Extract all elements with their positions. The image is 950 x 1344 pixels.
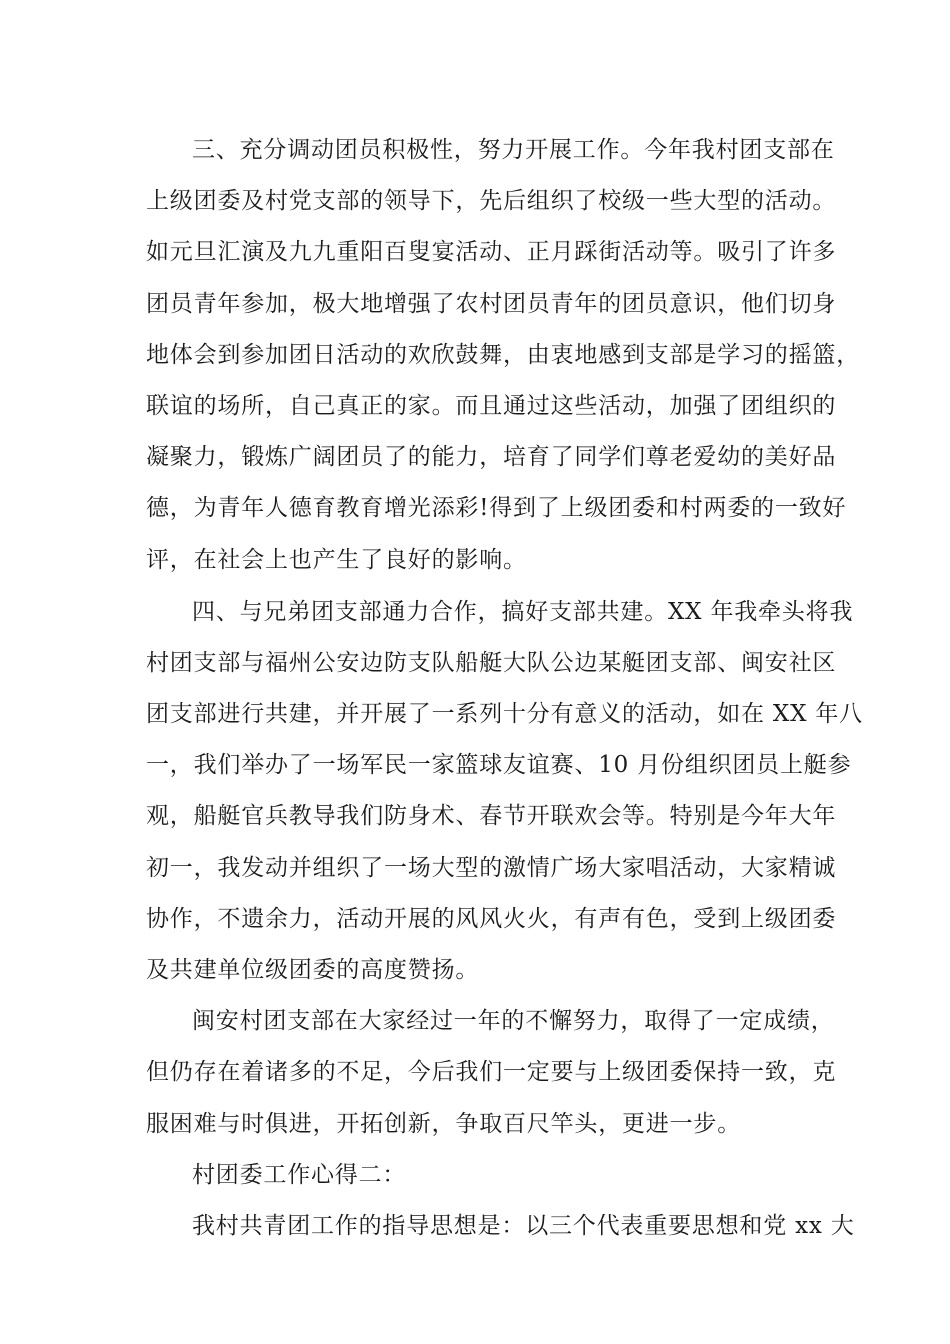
paragraph-3-line-3: 如元旦汇演及九九重阳百叟宴活动、正月踩街活动等。吸引了许多 bbox=[146, 239, 837, 265]
paragraph-4-line-7: 协作，不遗余力，活动开展的风风火火，有声有色，受到上级团委 bbox=[146, 906, 837, 932]
paragraph-3-line-7: 凝聚力，锻炼广阔团员了的能力，培育了同学们尊老爱幼的美好品 bbox=[146, 444, 837, 470]
summary-paragraph-line-2: 但仍存在着诸多的不足，今后我们一定要与上级团委保持一致，克 bbox=[146, 1059, 837, 1085]
paragraph-3-line-4: 团员青年参加，极大地增强了农村团员青年的团员意识，他们切身 bbox=[146, 291, 837, 317]
paragraph-4-line-1: 四、与兄弟团支部通力合作，搞好支部共建。XX 年我牵头将我 bbox=[192, 599, 854, 625]
section-heading: 村团委工作心得二： bbox=[192, 1162, 407, 1188]
guiding-paragraph-line-1: 我村共青团工作的指导思想是：以三个代表重要思想和党 xx 大 bbox=[192, 1213, 855, 1239]
paragraph-4-line-4: 一，我们举办了一场军民一家篮球友谊赛、10 月份组织团员上艇参 bbox=[146, 752, 852, 778]
paragraph-3-line-2: 上级团委及村党支部的领导下，先后组织了校级一些大型的活动。 bbox=[146, 188, 837, 214]
paragraph-4-line-2: 村团支部与福州公安边防支队船艇大队公边某艇团支部、闽安社区 bbox=[146, 650, 837, 676]
paragraph-4-line-5: 观，船艇官兵教导我们防身术、春节开联欢会等。特别是今年大年 bbox=[146, 803, 837, 829]
summary-paragraph-line-3: 服困难与时俱进，开拓创新，争取百尺竿头，更进一步。 bbox=[146, 1111, 741, 1137]
paragraph-3-line-8: 德，为青年人德育教育增光添彩!得到了上级团委和村两委的一致好 bbox=[146, 495, 847, 521]
paragraph-3-line-9: 评，在社会上也产生了良好的影响。 bbox=[146, 547, 527, 573]
paragraph-4-line-8: 及共建单位级团委的高度赞扬。 bbox=[146, 957, 480, 983]
summary-paragraph-line-1: 闽安村团支部在大家经过一年的不懈努力，取得了一定成绩， bbox=[192, 1008, 835, 1034]
paragraph-4-line-6: 初一，我发动并组织了一场大型的激情广场大家唱活动，大家精诚 bbox=[146, 855, 837, 881]
paragraph-3-line-5: 地体会到参加团日活动的欢欣鼓舞，由衷地感到支部是学习的摇篮， bbox=[146, 342, 860, 368]
paragraph-3-line-6: 联谊的场所，自己真正的家。而且通过这些活动，加强了团组织的 bbox=[146, 393, 837, 419]
paragraph-3-line-1: 三、充分调动团员积极性，努力开展工作。今年我村团支部在 bbox=[192, 137, 835, 163]
paragraph-4-line-3: 团支部进行共建，并开展了一系列十分有意义的活动，如在 XX 年八 bbox=[146, 701, 863, 727]
